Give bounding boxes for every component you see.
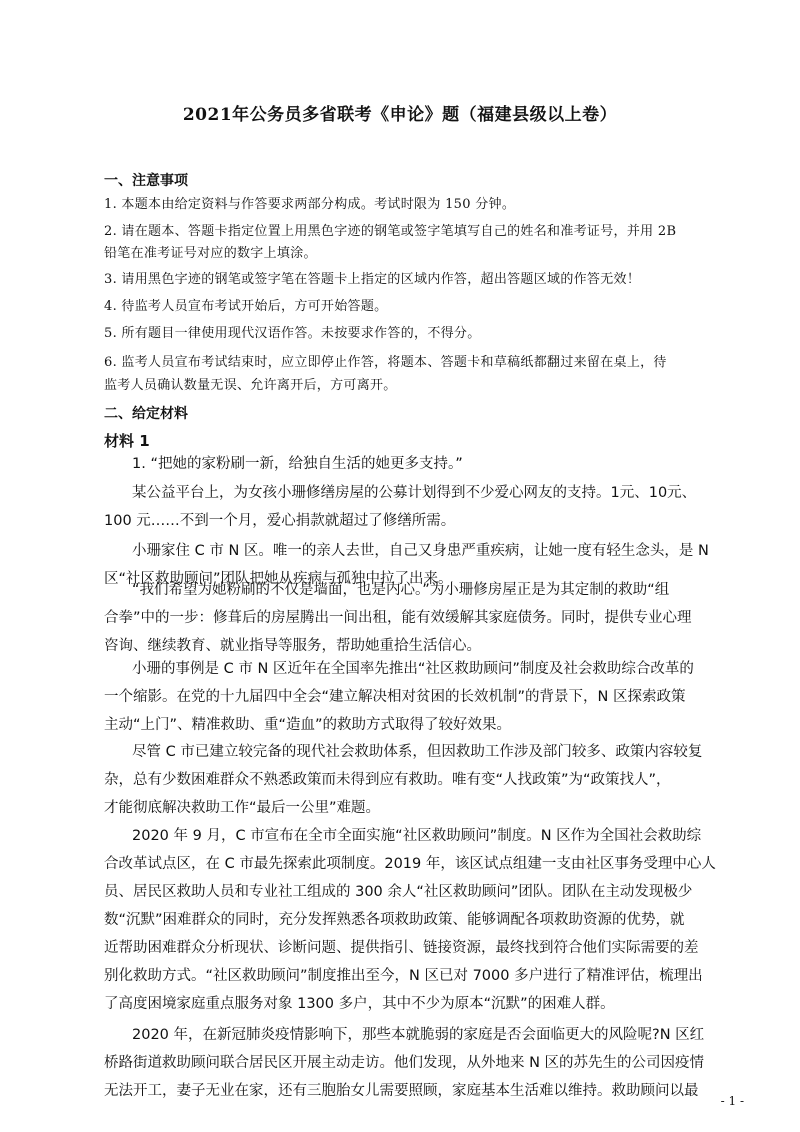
note-item: 1. 本题本由给定资料与作答要求两部分构成。考试时限为 150 分钟。 bbox=[104, 197, 516, 212]
note-item: 6. 监考人员宣布考试结束时，应立即停止作答，将题本、答题卡和草稿纸都翻过来留在桌上，待 bbox=[104, 355, 667, 370]
paragraph bbox=[104, 1021, 714, 1105]
paragraph-line: 小珊的事例是 C 市 N 区近年在全国率先推出“社区救助顾问”制度及社会救助综合改革的 bbox=[132, 661, 694, 677]
paragraph-line: 了高度困境家庭重点服务对象 1300 多户，其中不少为原本“沉默”的困难人群。 bbox=[104, 996, 615, 1012]
note-item: 4. 待监考人员宣布考试开始后，方可开始答题。 bbox=[104, 299, 388, 314]
paragraph-line: 桥路街道救助顾问联合居民区开展主动走访。他们发现，从外地来 N 区的苏先生的公司因疫情 bbox=[104, 1055, 705, 1071]
paragraph-line: 杂，总有少数困难群众不熟悉政策而未得到应有救助。唯有变“人找政策”为“政策找人”， bbox=[104, 772, 671, 788]
paragraph bbox=[104, 655, 714, 739]
paragraph-line: 合改革试点区，在 C 市最先探索此项制度。2019 年，该区试点组建一支由社区事务受理中心人 bbox=[104, 856, 716, 872]
paragraph-line: 2020 年 9 月，C 市宣布在全市全面实施“社区救助顾问”制度。N 区作为全国社会救助综 bbox=[132, 828, 702, 844]
page-number: - 1 - bbox=[720, 1094, 744, 1108]
material-title: 材料 1 bbox=[104, 432, 150, 450]
note-item-continuation: 监考人员确认数量无误、允许离开后，方可离开。 bbox=[104, 378, 397, 393]
paragraph-line: 小珊家住 C 市 N 区。唯一的亲人去世，自己又身患严重疾病，让她一度有轻生念头，是 N bbox=[132, 543, 709, 559]
paragraph bbox=[104, 576, 714, 660]
paragraph-line: 员、居民区救助人员和专业社工组成的 300 余人“社区救助顾问”团队。团队在主动发现极少 bbox=[104, 884, 693, 900]
note-item: 5. 所有题目一律使用现代汉语作答。未按要求作答的，不得分。 bbox=[104, 326, 481, 341]
paragraph-line: 区“社区救助顾问”团队把她从疾病与孤独中拉了出来。 bbox=[104, 571, 453, 587]
paragraph-line: 某公益平台上，为女孩小珊修缮房屋的公募计划得到不少爱心网友的支持。1元、10元、 bbox=[132, 485, 697, 501]
materials-heading: 二、给定材料 bbox=[104, 406, 188, 422]
paragraph-line: “我们希望为她粉刷的不仅是墙面，也是内心。”为小珊修房屋正是为其定制的救助“组 bbox=[132, 582, 670, 598]
paragraph-line: 近帮助困难群众分析现状、诊断问题、提供指引、链接资源，最终找到符合他们实际需要的差 bbox=[104, 940, 699, 956]
paragraph-line: 无法开工，妻子无业在家，还有三胞胎女儿需要照顾，家庭基本生活难以维持。救助顾问以最 bbox=[104, 1083, 699, 1099]
paragraph bbox=[104, 479, 714, 535]
paragraph-line: 别化救助方式。“社区救助顾问”制度推出至今，N 区已对 7000 多户进行了精准评估，梳理出 bbox=[104, 968, 703, 984]
paragraph-line: 尽管 C 市已建立较完备的现代社会救助体系，但因救助工作涉及部门较多、政策内容较复 bbox=[132, 744, 703, 760]
paragraph-line: 一个缩影。在党的十九届四中全会“建立解决相对贫困的长效机制”的背景下，N 区探索政策 bbox=[104, 689, 686, 705]
notes-heading: 一、注意事项 bbox=[104, 173, 188, 189]
paragraph bbox=[104, 738, 714, 822]
note-item-continuation: 铅笔在准考证号对应的数字上填涂。 bbox=[104, 246, 317, 261]
page-title: 2021年公务员多省联考《申论》题（福建县级以上卷） bbox=[182, 105, 618, 125]
paragraph-line: 2020 年，在新冠肺炎疫情影响下，那些本就脆弱的家庭是否会面临更大的风险呢?N 区红 bbox=[132, 1027, 705, 1043]
note-item: 2. 请在题本、答题卡指定位置上用黑色字迹的钢笔或签字笔填写自己的姓名和准考证号，并用 2B bbox=[104, 224, 677, 239]
paragraph-line: 1. “把她的家粉刷一新，给独自生活的她更多支持。” bbox=[132, 456, 463, 472]
paragraph-line: 100 元……不到一个月，爱心捐款就超过了修缮所需。 bbox=[104, 513, 456, 529]
note-item: 3. 请用黑色字迹的钢笔或签字笔在答题卡上指定的区域内作答，超出答题区域的作答无效！ bbox=[104, 272, 641, 287]
paragraph bbox=[104, 822, 714, 1018]
paragraph bbox=[104, 450, 714, 478]
paragraph-line: 数“沉默”困难群众的同时，充分发挥熟悉各项救助政策、能够调配各项救助资源的优势，就 bbox=[104, 912, 685, 928]
paragraph-line: 才能彻底解决救助工作“最后一公里”难题。 bbox=[104, 800, 381, 816]
paragraph-line: 主动“上门”、精准救助、重“造血”的救助方式取得了较好效果。 bbox=[104, 717, 512, 733]
paragraph-line: 咨询、继续教育、就业指导等服务，帮助她重拾生活信心。 bbox=[104, 638, 481, 654]
paragraph-line: 合拳”中的一步：修葺后的房屋腾出一间出租，能有效缓解其家庭债务。同时，提供专业心理 bbox=[104, 610, 692, 626]
